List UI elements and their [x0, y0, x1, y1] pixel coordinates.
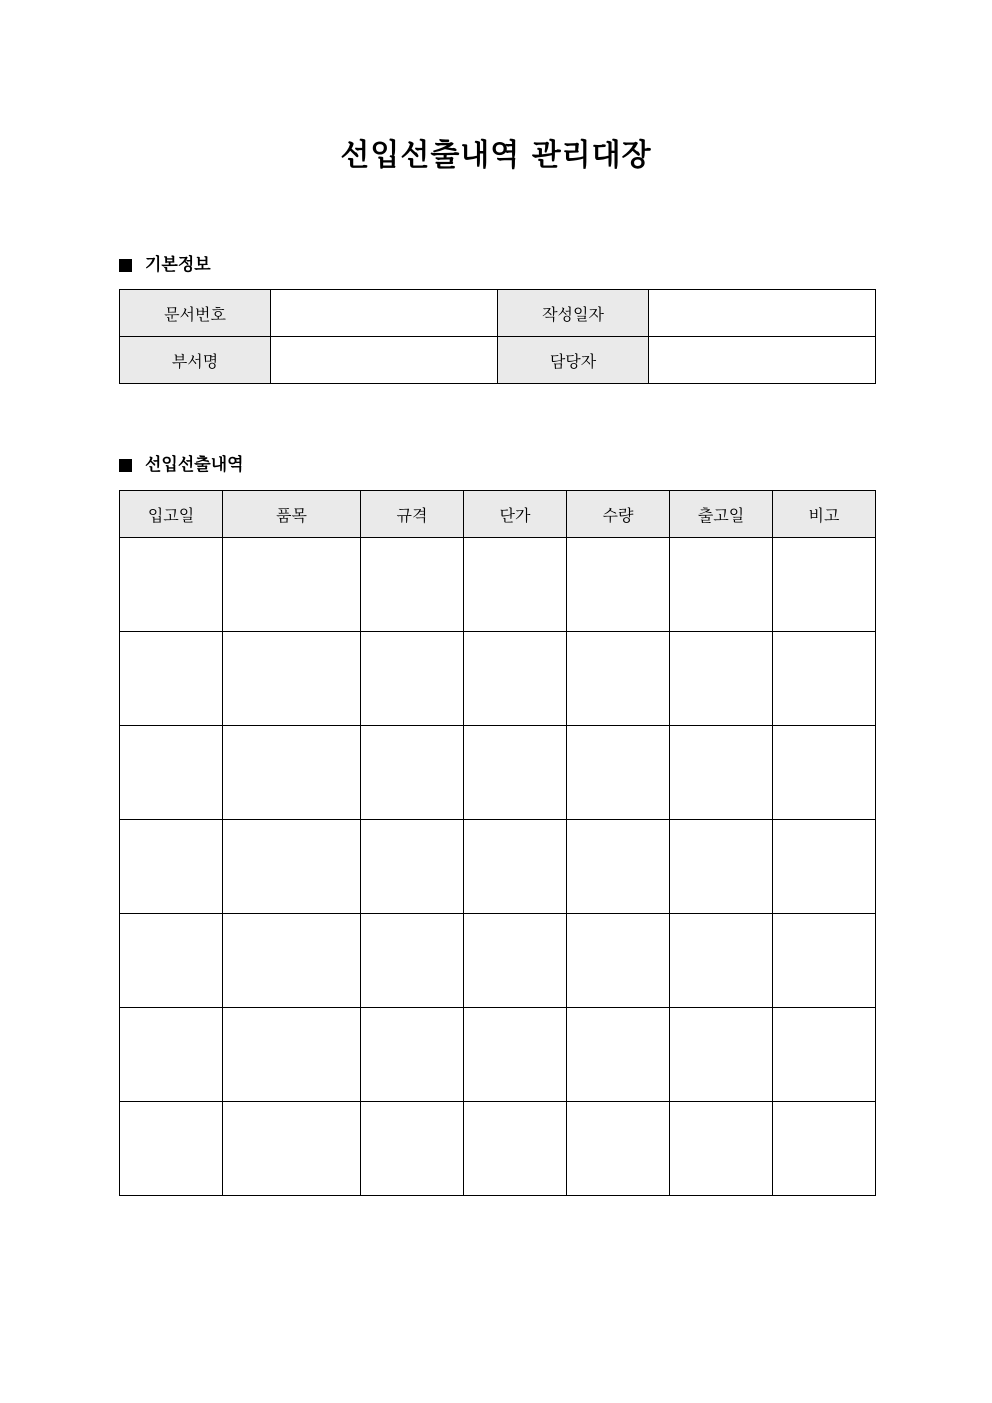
spec-cell[interactable]: [361, 914, 464, 1008]
spec-cell[interactable]: [361, 538, 464, 632]
receipt-date-cell[interactable]: [120, 538, 223, 632]
unit-price-cell[interactable]: [464, 1102, 567, 1196]
table-row: [120, 632, 876, 726]
quantity-cell[interactable]: [567, 538, 670, 632]
column-header-release-date: 출고일: [670, 491, 773, 538]
column-header-item: 품목: [223, 491, 361, 538]
date-label: 작성일자: [498, 290, 649, 337]
release-date-cell[interactable]: [670, 538, 773, 632]
fifo-ledger-table: [119, 490, 876, 1196]
spec-cell[interactable]: [361, 726, 464, 820]
document-title: 선입선출내역 관리대장: [340, 138, 652, 173]
remarks-cell[interactable]: [773, 1008, 876, 1102]
quantity-cell[interactable]: [567, 726, 670, 820]
item-cell[interactable]: [223, 632, 361, 726]
release-date-cell[interactable]: [670, 914, 773, 1008]
column-header-remarks: 비고: [773, 491, 876, 538]
quantity-cell[interactable]: [567, 1008, 670, 1102]
date-field[interactable]: [649, 290, 876, 337]
table-row: [120, 1008, 876, 1102]
ledger-heading-label: 선입선출내역: [145, 455, 244, 475]
quantity-cell[interactable]: [567, 914, 670, 1008]
department-field[interactable]: [271, 337, 498, 384]
column-header-unit-price: 단가: [464, 491, 567, 538]
department-label: 부서명: [120, 337, 271, 384]
basic-info-heading-label: 기본정보: [145, 255, 211, 275]
quantity-cell[interactable]: [567, 820, 670, 914]
release-date-cell[interactable]: [670, 1102, 773, 1196]
item-cell[interactable]: [223, 1102, 361, 1196]
unit-price-cell[interactable]: [464, 820, 567, 914]
item-cell[interactable]: [223, 820, 361, 914]
spec-cell[interactable]: [361, 632, 464, 726]
receipt-date-cell[interactable]: [120, 726, 223, 820]
basic-info-heading: [119, 254, 211, 276]
spec-cell[interactable]: [361, 1102, 464, 1196]
remarks-cell[interactable]: [773, 914, 876, 1008]
release-date-cell[interactable]: [670, 632, 773, 726]
manager-label: 담당자: [498, 337, 649, 384]
unit-price-cell[interactable]: [464, 726, 567, 820]
remarks-cell[interactable]: [773, 820, 876, 914]
unit-price-cell[interactable]: [464, 632, 567, 726]
release-date-cell[interactable]: [670, 820, 773, 914]
release-date-cell[interactable]: [670, 1008, 773, 1102]
receipt-date-cell[interactable]: [120, 820, 223, 914]
table-row: [120, 337, 876, 384]
table-row: [120, 726, 876, 820]
column-header-quantity: 수량: [567, 491, 670, 538]
receipt-date-cell[interactable]: [120, 632, 223, 726]
quantity-cell[interactable]: [567, 632, 670, 726]
spec-cell[interactable]: [361, 1008, 464, 1102]
unit-price-cell[interactable]: [464, 538, 567, 632]
column-header-receipt-date: 입고일: [120, 491, 223, 538]
doc-number-label: 문서번호: [120, 290, 271, 337]
table-row: [120, 820, 876, 914]
remarks-cell[interactable]: [773, 726, 876, 820]
table-row: [120, 290, 876, 337]
receipt-date-cell[interactable]: [120, 1102, 223, 1196]
release-date-cell[interactable]: [670, 726, 773, 820]
spec-cell[interactable]: [361, 820, 464, 914]
remarks-cell[interactable]: [773, 1102, 876, 1196]
unit-price-cell[interactable]: [464, 914, 567, 1008]
square-bullet-icon: [119, 459, 132, 472]
receipt-date-cell[interactable]: [120, 914, 223, 1008]
item-cell[interactable]: [223, 726, 361, 820]
table-row: [120, 914, 876, 1008]
item-cell[interactable]: [223, 1008, 361, 1102]
column-header-spec: 규격: [361, 491, 464, 538]
receipt-date-cell[interactable]: [120, 1008, 223, 1102]
basic-info-table: [119, 289, 876, 384]
unit-price-cell[interactable]: [464, 1008, 567, 1102]
doc-number-field[interactable]: [271, 290, 498, 337]
item-cell[interactable]: [223, 914, 361, 1008]
ledger-heading: [119, 454, 244, 476]
table-row: [120, 538, 876, 632]
table-header-row: [120, 491, 876, 538]
item-cell[interactable]: [223, 538, 361, 632]
remarks-cell[interactable]: [773, 632, 876, 726]
quantity-cell[interactable]: [567, 1102, 670, 1196]
square-bullet-icon: [119, 259, 132, 272]
manager-field[interactable]: [649, 337, 876, 384]
remarks-cell[interactable]: [773, 538, 876, 632]
table-row: [120, 1102, 876, 1196]
